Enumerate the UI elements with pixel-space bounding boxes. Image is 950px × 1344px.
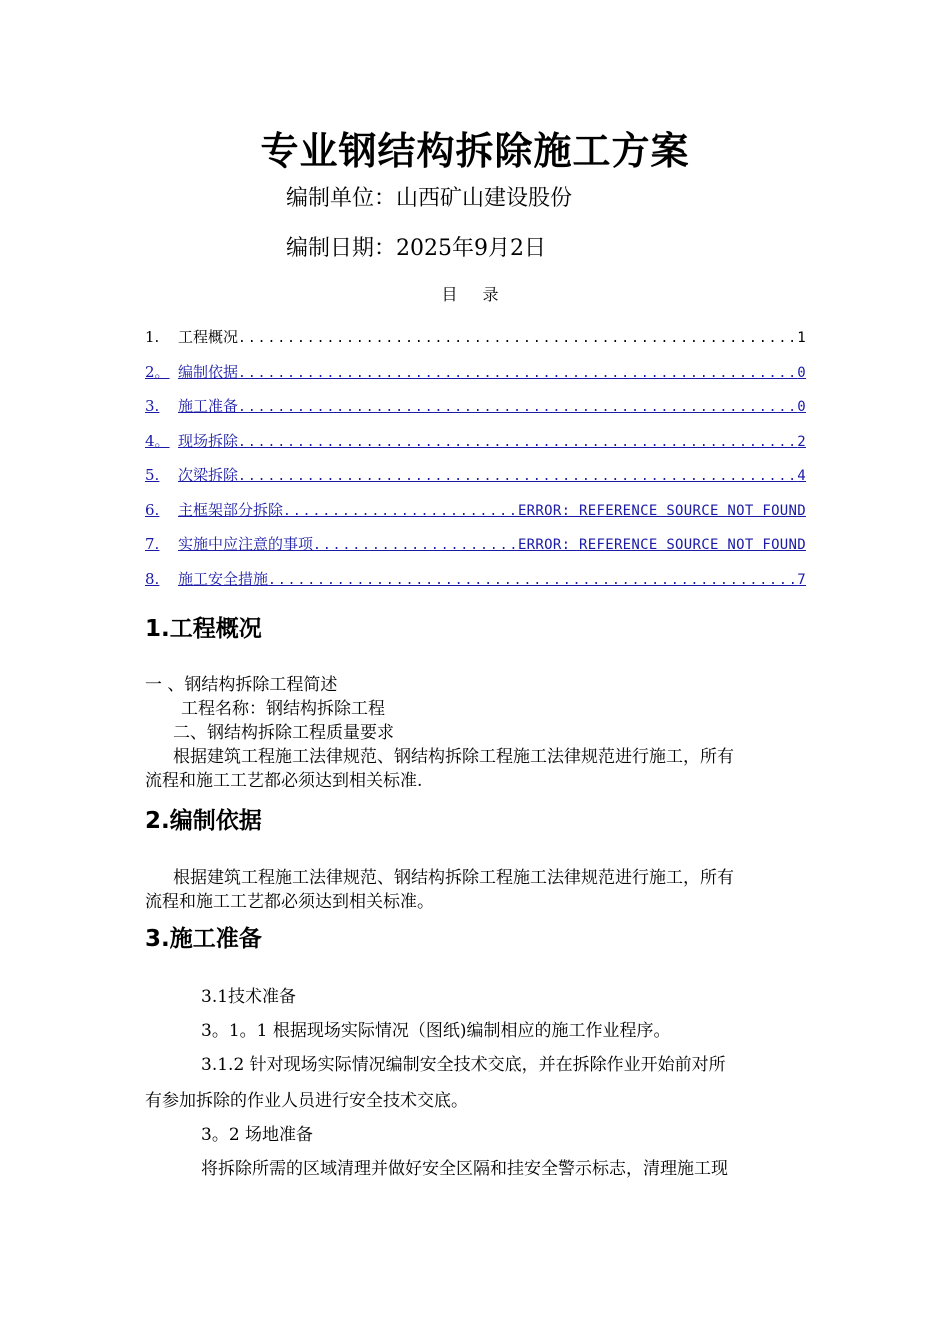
paragraph: 3.1.2 针对现场实际情况编制安全技术交底，并在拆除作业开始前对所 xyxy=(201,1055,726,1075)
paragraph: 工程名称：钢结构拆除工程 xyxy=(181,699,385,719)
section-1-heading: 1.工程概况 xyxy=(145,616,262,642)
toc-item-page: 1 xyxy=(797,330,806,346)
toc-item-4[interactable] xyxy=(145,430,806,465)
toc-item-8[interactable] xyxy=(145,568,806,603)
toc-item-number: 4。 xyxy=(145,431,170,450)
toc-item-label: 现场拆除 xyxy=(178,431,239,450)
paragraph: 3。1。1 根据现场实际情况（图纸)编制相应的施工作业程序。 xyxy=(201,1021,671,1041)
toc-item-page: 2 xyxy=(797,433,806,450)
toc-item-label: 实施中应注意的事项 xyxy=(178,535,314,553)
section-1-body xyxy=(145,673,807,793)
document-title: 专业钢结构拆除施工方案 xyxy=(260,129,690,173)
toc-item-2[interactable] xyxy=(145,361,806,396)
toc-item-label: 主框架部分拆除 xyxy=(178,500,284,519)
toc-leader-dots xyxy=(313,535,518,557)
toc-item-number: 3. xyxy=(145,397,160,415)
toc-leader-dots xyxy=(238,397,797,419)
toc-item-page: 0 xyxy=(797,399,806,415)
section-2-heading: 2.编制依据 xyxy=(145,808,262,834)
paragraph: 二、钢结构拆除工程质量要求 xyxy=(173,723,394,743)
toc-item-page: ERROR: REFERENCE SOURCE NOT FOUND xyxy=(517,537,806,553)
toc-leader-dots xyxy=(238,328,797,350)
section-2-body xyxy=(145,866,807,914)
toc-item-number: 6. xyxy=(145,500,160,519)
toc-item-page: 7 xyxy=(797,571,806,588)
toc-item-label: 工程概况 xyxy=(178,328,239,346)
section-3-body xyxy=(145,985,807,1181)
paragraph: 3。2 场地准备 xyxy=(201,1125,314,1145)
toc-item-7[interactable] xyxy=(145,533,806,568)
toc-item-label: 施工准备 xyxy=(178,397,239,415)
toc-item-3[interactable] xyxy=(145,395,806,430)
toc-item-label: 次梁拆除 xyxy=(178,466,239,484)
toc-item-number: 1. xyxy=(145,328,160,346)
toc-leader-dots xyxy=(268,570,797,592)
toc-leader-dots xyxy=(238,466,797,488)
toc-item-6[interactable] xyxy=(145,499,806,534)
toc-item-number: 8. xyxy=(145,569,160,588)
toc-item-label: 施工安全措施 xyxy=(178,569,269,588)
paragraph: 将拆除所需的区域清理并做好安全区隔和挂安全警示标志，清理施工现 xyxy=(201,1159,728,1179)
compiling-date: 编制日期：2025年9月2日 xyxy=(286,236,546,261)
toc-item-number: 2。 xyxy=(145,362,170,381)
toc-heading: 目 录 xyxy=(441,285,509,304)
toc-item-page: ERROR: REFERENCE SOURCE NOT FOUND xyxy=(517,502,806,519)
paragraph: 根据建筑工程施工法律规范、钢结构拆除工程施工法律规范进行施工，所有 xyxy=(173,868,734,888)
toc-item-label: 编制依据 xyxy=(178,362,239,381)
toc-item-number: 7. xyxy=(145,535,160,553)
section-3-heading: 3.施工准备 xyxy=(145,926,262,952)
paragraph: 有参加拆除的作业人员进行安全技术交底。 xyxy=(145,1091,468,1111)
compiling-unit: 编制单位：山西矿山建设股份 xyxy=(286,186,573,211)
paragraph: 一 、钢结构拆除工程简述 xyxy=(145,675,338,695)
toc-item-page: 0 xyxy=(797,364,806,381)
paragraph: 根据建筑工程施工法律规范、钢结构拆除工程施工法律规范进行施工，所有 xyxy=(173,747,734,767)
table-of-contents xyxy=(145,326,806,602)
paragraph: 3.1技术准备 xyxy=(201,987,297,1007)
toc-item-5[interactable] xyxy=(145,464,806,499)
toc-item-number: 5. xyxy=(145,466,160,484)
paragraph: 流程和施工工艺都必须达到相关标准. xyxy=(145,771,423,791)
paragraph: 流程和施工工艺都必须达到相关标准。 xyxy=(145,892,434,912)
toc-item-page: 4 xyxy=(797,468,806,484)
toc-leader-dots xyxy=(238,432,797,454)
toc-item-1 xyxy=(145,326,806,361)
toc-leader-dots xyxy=(238,363,797,385)
toc-leader-dots xyxy=(283,501,518,523)
